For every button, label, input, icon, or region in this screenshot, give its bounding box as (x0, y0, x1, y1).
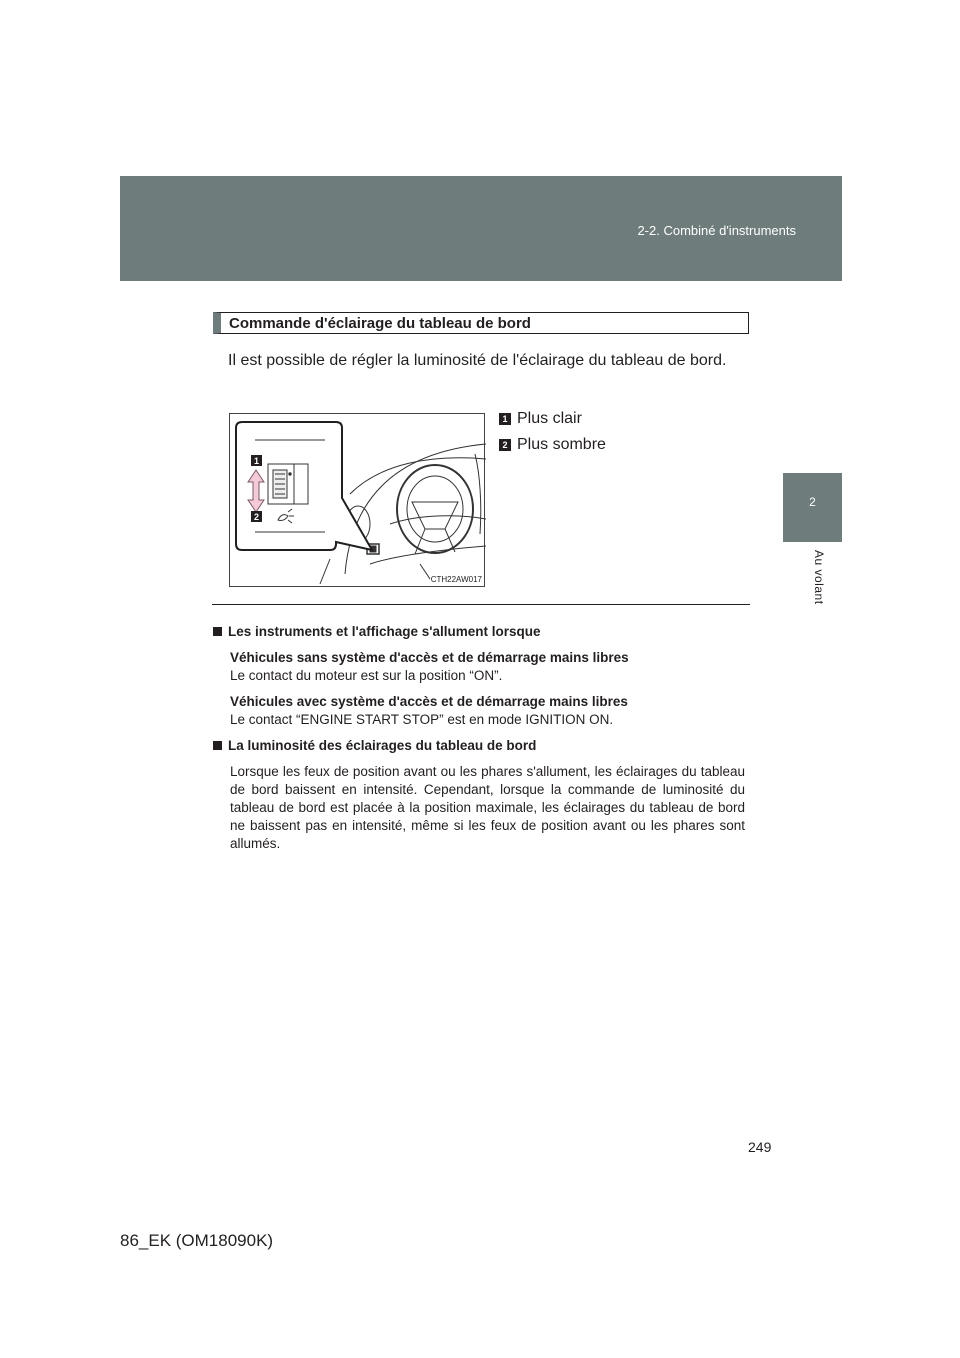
legend-number: 2 (499, 439, 511, 451)
dashboard-illustration (229, 413, 485, 587)
section-heading: Commande d'éclairage du tableau de bord (213, 312, 749, 334)
note-item (230, 693, 745, 729)
intro-paragraph: Il est possible de régler la luminosité de l'éclairage du tableau de bord. (228, 352, 727, 369)
callout-1-label: 1 (253, 456, 260, 466)
note-text: Lorsque les feux de position avant ou les phares s'allument, les éclairages du tableau de bord baissent en intensité. Cependant, lorsque la commande de luminosité du tableau de bord est placée à la position maximale, les éclairages du tableau de bord ne baissent pas en intensité, même si les feux de position avant ou les phares sont allumés. (230, 764, 745, 851)
note-text: Le contact “ENGINE START STOP” est en mode IGNITION ON. (230, 712, 614, 727)
note-subheading: Véhicules sans système d'accès et de démarrage mains libres (230, 650, 629, 665)
legend-number: 1 (499, 413, 511, 425)
note-heading: Les instruments et l'affichage s'allument lorsque (213, 623, 745, 641)
callout-2-label: 2 (253, 512, 260, 522)
legend-label: Plus sombre (517, 436, 606, 453)
page-number: 249 (748, 1139, 772, 1155)
note-text: Le contact du moteur est sur la position “ON”. (230, 668, 503, 683)
note-body (213, 763, 745, 853)
note-heading: La luminosité des éclairages du tableau de bord (213, 737, 745, 755)
figure-legend (499, 406, 606, 458)
dashboard-drawing (230, 414, 486, 588)
figure-code: CTH22AW017 (430, 575, 482, 584)
square-bullet-icon (213, 741, 222, 750)
notes-section (213, 623, 745, 853)
square-bullet-icon (213, 627, 222, 636)
section-title: 2-2. Combiné d'instruments (637, 223, 796, 238)
legend-item-darker (499, 432, 606, 458)
document-code: 86_EK (OM18090K) (120, 1231, 274, 1250)
chapter-label: Au volant (812, 550, 826, 605)
legend-item-brighter (499, 406, 606, 432)
note-item (230, 649, 745, 685)
header-band (120, 176, 842, 281)
chapter-number: 2 (809, 495, 816, 509)
chapter-tab (783, 473, 842, 542)
note-subheading: Véhicules avec système d'accès et de démarrage mains libres (230, 694, 628, 709)
legend-label: Plus clair (517, 410, 582, 427)
note-body (213, 649, 745, 729)
divider (212, 604, 750, 605)
